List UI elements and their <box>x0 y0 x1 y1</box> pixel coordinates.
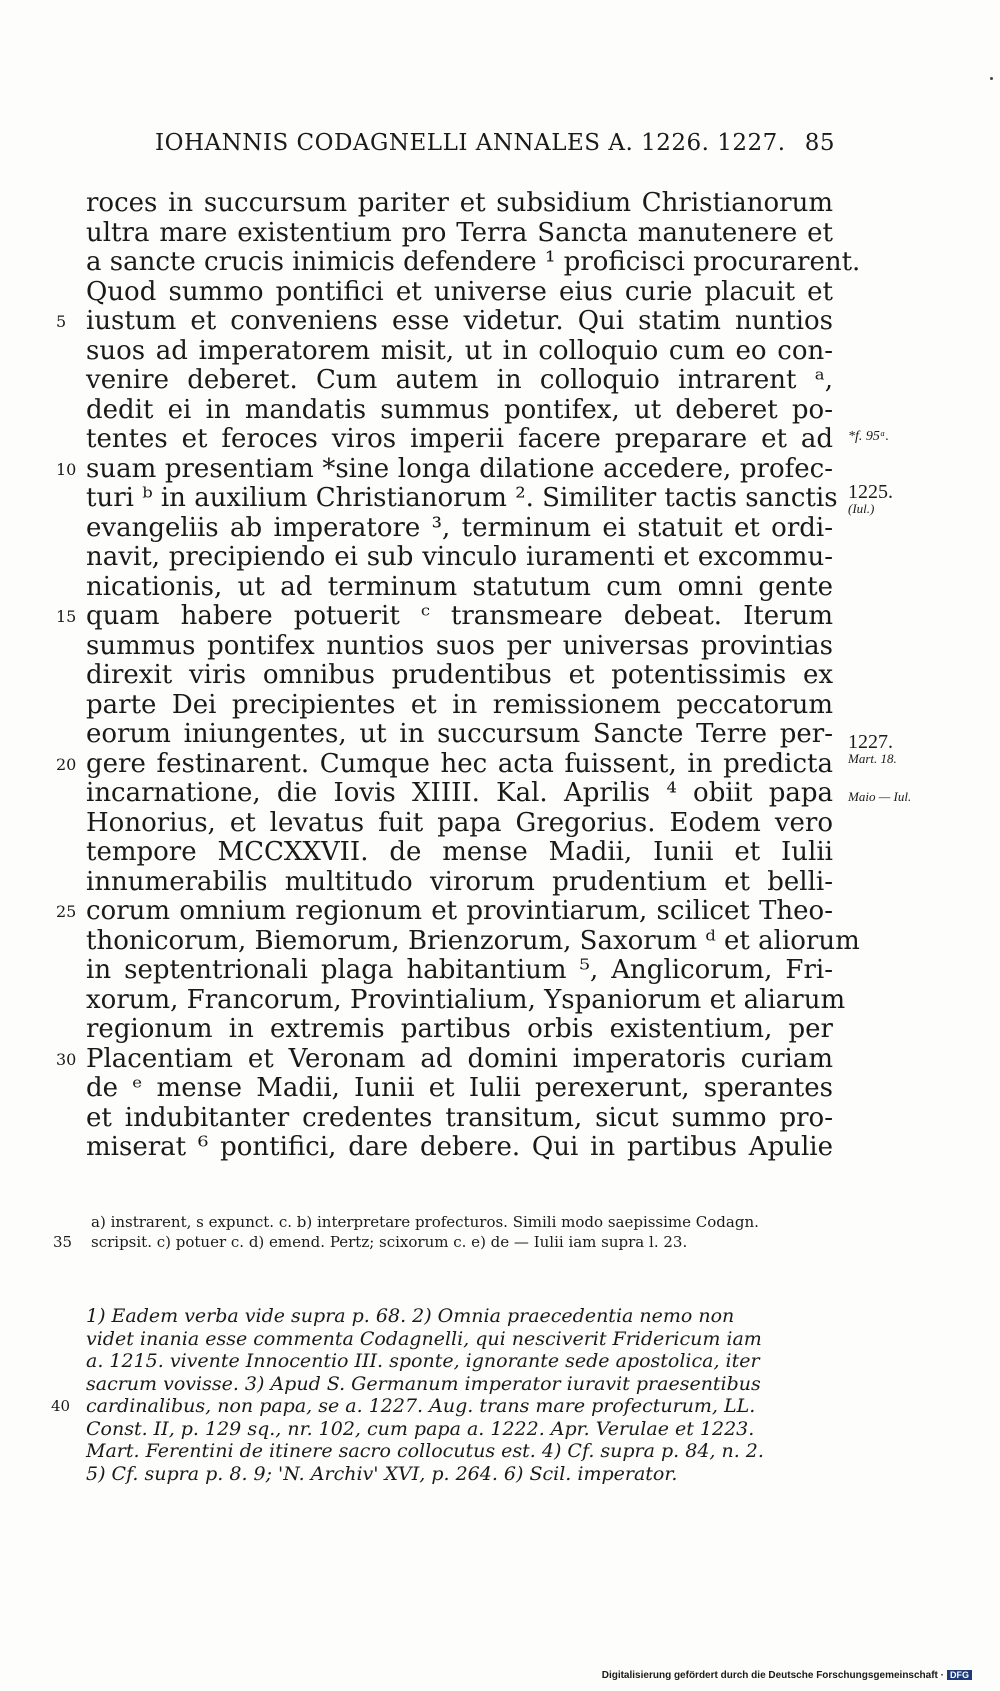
apparatus-line <box>53 1232 831 1252</box>
footnote-text: cardinalibus, non papa, se a. 1227. Aug. trans mare profecturum, LL. <box>86 1395 756 1417</box>
text-line <box>86 573 833 603</box>
line-text: iustum et conveniens esse videtur. Qui statim nuntios <box>86 306 833 336</box>
line-text: Placentiam et Veronam ad domini imperatoris curiam <box>86 1043 833 1074</box>
header-title: IOHANNIS CODAGNELLI ANNALES A. 1226. 1227. <box>155 130 786 156</box>
main-text <box>56 188 861 1163</box>
line-text: suam presentiam *sine longa dilatione accedere, profec- <box>86 453 833 484</box>
line-text: corum omnium regionum et provintiarum, scilicet Theo- <box>86 896 833 926</box>
line-text: turi ᵇ in auxilium Christianorum ². Similiter tactis sanctis <box>86 483 838 513</box>
line-text: quam habere potuerit ᶜ transmeare debeat. Iterum <box>86 601 833 631</box>
text-line <box>86 337 833 367</box>
text-line <box>86 1015 833 1045</box>
text-line <box>56 453 833 485</box>
line-text: Honorius, et levatus fuit papa Gregorius. Eodem vero <box>86 807 833 838</box>
footnote-line <box>86 1328 831 1351</box>
text-line <box>86 366 833 396</box>
line-text: eorum iniungentes, ut in succursum Sancte Terre per- <box>86 719 833 749</box>
text-line <box>56 601 833 632</box>
line-text: in septentrionali plaga habitantium ⁵, Anglicorum, Fri- <box>86 955 833 985</box>
line-number: 10 <box>56 459 77 479</box>
line-number: 15 <box>56 607 77 626</box>
line-number: 20 <box>56 754 77 774</box>
footnotes <box>51 1305 831 1485</box>
text-line <box>86 925 860 957</box>
text-line <box>86 189 833 219</box>
line-number: 35 <box>53 1233 73 1251</box>
text-line <box>56 896 833 927</box>
apparatus-line <box>91 1212 831 1232</box>
line-text: incarnatione, die Iovis XIIII. Kal. Aprilis ⁴ obiit papa <box>86 778 833 808</box>
footnote-line <box>86 1463 831 1486</box>
line-text: ultra mare existentium pro Terra Sancta manutenere et <box>86 217 833 248</box>
critical-apparatus <box>53 1212 831 1252</box>
line-text: suos ad imperatorem misit, ut in colloquio cum eo con- <box>86 335 833 366</box>
line-text: miserat ⁶ pontifici, dare debere. Qui in partibus Apulie <box>86 1132 833 1162</box>
text-line <box>86 779 833 809</box>
footnote-line <box>86 1418 831 1441</box>
line-text: innumerabilis multitudo virorum prudentium et belli- <box>86 866 833 897</box>
footnote-line <box>86 1373 831 1396</box>
line-text: tempore MCCXXVII. de mense Madii, Iunii et Iulii <box>86 837 833 867</box>
line-text: venire deberet. Cum autem in colloquio intrarent ᵃ, <box>86 365 833 395</box>
text-line <box>86 956 833 986</box>
text-line <box>86 838 833 868</box>
text-line <box>86 514 833 544</box>
line-number: 25 <box>56 902 77 921</box>
text-line <box>86 219 833 249</box>
apparatus-text: a) instrarent, s expunct. c. b) interpretare profecturos. Simili modo saepissime Codagn. <box>91 1213 759 1231</box>
line-text: thonicorum, Biemorum, Brienzorum, Saxorum ᵈ et aliorum <box>86 925 860 956</box>
page-number: 85 <box>804 130 835 156</box>
text-line <box>86 396 833 426</box>
line-text: summus pontifex nuntios suos per universas provintias <box>86 630 833 661</box>
text-line <box>86 1104 833 1134</box>
footnote-text: 5) Cf. supra p. 8. 9; 'N. Archiv' XVI, p. 264. 6) Scil. imperator. <box>86 1462 678 1485</box>
text-line <box>56 1043 833 1075</box>
line-text: dedit ei in mandatis summus pontifex, ut deberet po- <box>86 394 833 425</box>
line-text: et indubitanter credentes transitum, sicut summo pro- <box>86 1102 833 1133</box>
line-text: nicationis, ut ad terminum statutum cum omni gente <box>86 571 833 602</box>
footnote-line <box>51 1395 831 1418</box>
footnote-text: Mart. Ferentini de itinere sacro collocutus est. 4) Cf. supra p. 84, n. 2. <box>86 1440 764 1462</box>
margin-note-folio: *f. 95ᵃ. <box>848 429 889 444</box>
line-text: a sancte crucis inimicis defendere ¹ proficisci procurarent. <box>86 247 861 277</box>
text-line <box>86 483 838 514</box>
footnote-line <box>86 1305 831 1328</box>
text-line <box>86 661 833 691</box>
scan-speck <box>990 77 993 80</box>
text-line <box>56 306 833 337</box>
line-text: evangeliis ab imperatore ³, terminum ei statuit et ordi- <box>86 512 833 543</box>
line-text: de ᵉ mense Madii, Iunii et Iulii perexerunt, sperantes <box>86 1073 833 1103</box>
text-line <box>86 278 833 308</box>
text-line <box>86 425 833 455</box>
line-number: 5 <box>56 312 67 331</box>
text-line <box>86 1133 833 1163</box>
dfg-logo: DFG <box>947 1670 972 1680</box>
margin-note-maio-iul: Maio — Iul. <box>848 789 912 804</box>
text-line <box>86 868 833 898</box>
line-text: regionum in extremis partibus orbis existentium, per <box>86 1014 833 1044</box>
line-text: Quod summo pontifici et universe eius curie placuit et <box>86 276 833 307</box>
line-text: navit, precipiendo ei sub vinculo iuramenti et excommu- <box>86 542 833 572</box>
margin-note-1227: 1227. Mart. 18. <box>848 731 897 766</box>
text-line <box>86 632 833 662</box>
line-text: tentes et feroces viros imperii facere preparare et ad <box>86 424 833 454</box>
line-text: roces in succursum pariter et subsidium Christianorum <box>86 188 833 218</box>
line-text: parte Dei precipientes et in remissionem peccatorum <box>86 689 833 720</box>
line-text: direxit viris omnibus prudentibus et potentissimis ex <box>86 660 833 690</box>
footnote-text: Const. II, p. 129 sq., nr. 102, cum papa a. 1222. Apr. Verulae et 1223. <box>86 1417 755 1440</box>
text-line <box>86 984 846 1016</box>
margin-note-1225: 1225. (Iul.) <box>848 481 893 516</box>
text-line <box>86 809 833 839</box>
footnote-text: 1) Eadem verba vide supra p. 68. 2) Omnia praecedentia nemo non <box>86 1305 735 1327</box>
line-number: 40 <box>51 1397 71 1415</box>
footnote-text: sacrum vovisse. 3) Apud S. Germanum imperator iuravit praesentibus <box>86 1372 761 1395</box>
footnote-text: videt inania esse commenta Codagnelli, qui nesciverit Fridericum iam <box>86 1327 762 1350</box>
line-number: 30 <box>56 1049 77 1069</box>
digitization-credit: Digitalisierung gefördert durch die Deutsche Forschungsgemeinschaft · DFG <box>602 1670 972 1681</box>
footnote-line <box>86 1350 831 1373</box>
text-line <box>86 543 833 573</box>
text-line <box>86 1074 833 1104</box>
footnote-line <box>86 1440 831 1463</box>
line-text: xorum, Francorum, Provintialium, Yspaniorum et aliarum <box>86 984 846 1015</box>
text-line <box>86 691 833 721</box>
apparatus-text: scripsit. c) potuer c. d) emend. Pertz; scixorum c. e) de — Iulii iam supra l. 23. <box>91 1233 688 1251</box>
text-line <box>86 720 833 750</box>
text-line <box>56 748 833 780</box>
line-text: gere festinarent. Cumque hec acta fuissent, in predicta <box>86 748 833 779</box>
footnote-text: a. 1215. vivente Innocentio III. sponte, ignorante sede apostolica, iter <box>86 1350 760 1372</box>
text-line <box>86 247 861 278</box>
